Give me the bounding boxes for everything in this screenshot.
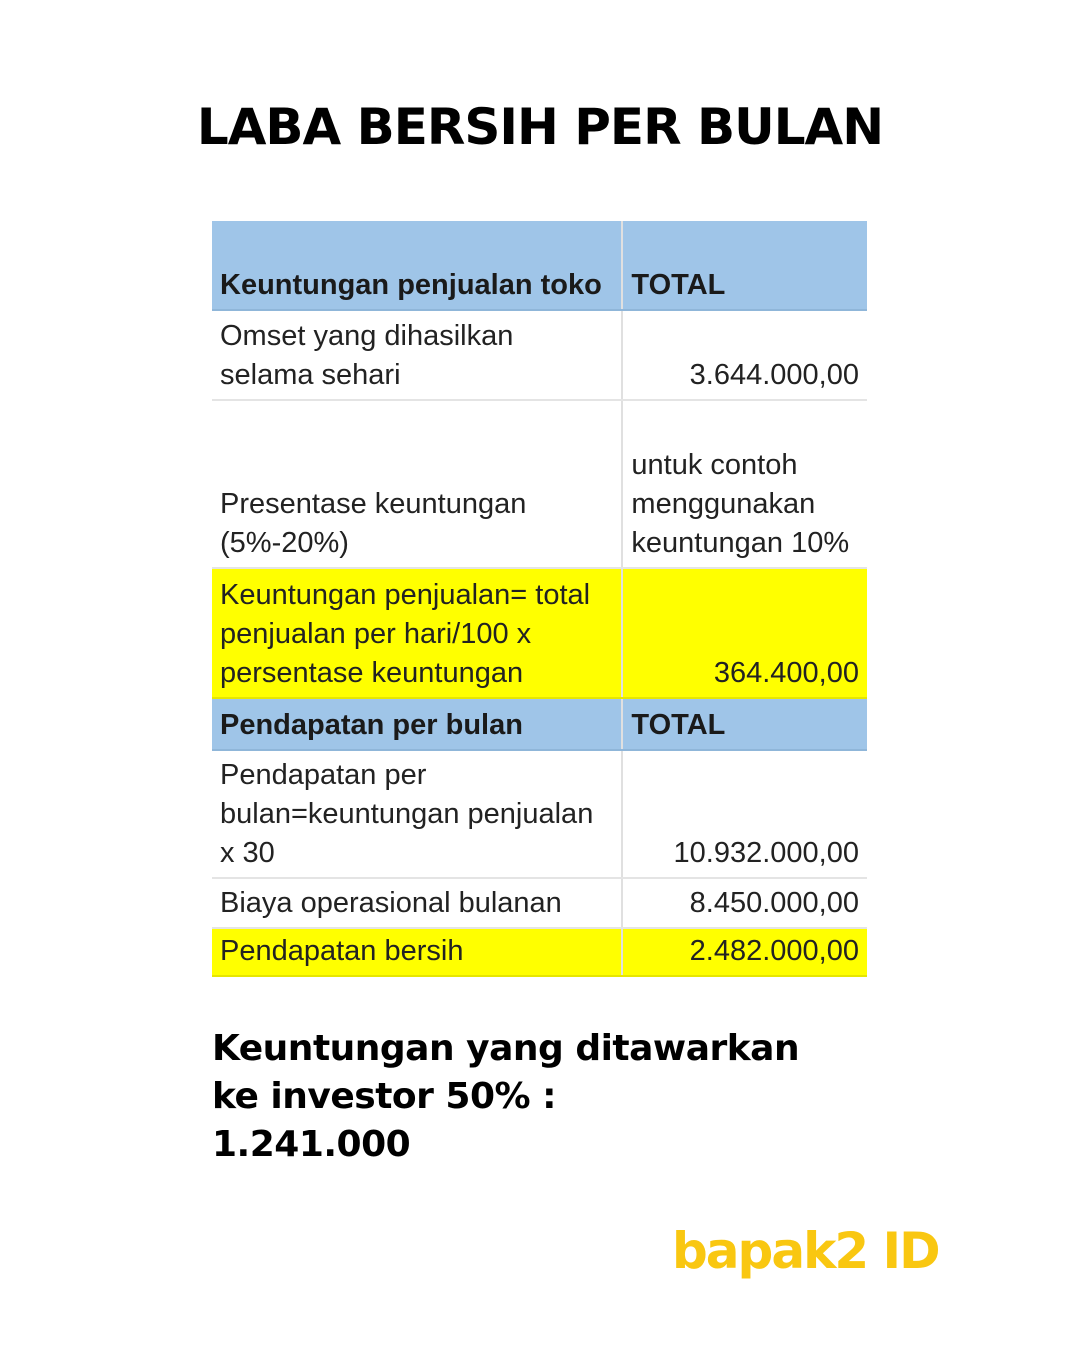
- row-label: Pendapatan bersih: [212, 928, 622, 976]
- table-row: [212, 400, 867, 568]
- table-row: [212, 310, 867, 400]
- table-row-highlight: [212, 568, 867, 698]
- section-header-keuntungan: [212, 221, 867, 310]
- row-label: Presentase keuntungan (5%-20%): [212, 400, 622, 568]
- row-value: untuk contoh menggunakan keuntungan 10%: [622, 400, 867, 568]
- row-value: 364.400,00: [622, 568, 867, 698]
- row-label: Keuntungan penjualan= total penjualan per hari/100 x persentase keuntungan: [212, 568, 622, 698]
- row-label: Biaya operasional bulanan: [212, 878, 622, 928]
- header-total: TOTAL: [622, 698, 867, 750]
- table-row-highlight: [212, 928, 867, 976]
- table-row: [212, 750, 867, 878]
- header-label: Keuntungan penjualan toko: [212, 221, 622, 310]
- row-value: 2.482.000,00: [622, 928, 867, 976]
- brand-logo: bapak2 ID: [672, 1222, 939, 1280]
- row-value: 3.644.000,00: [622, 310, 867, 400]
- note-amount: 1.241.000: [212, 1124, 411, 1165]
- section-header-pendapatan: [212, 698, 867, 750]
- row-label: Pendapatan per bulan=keuntungan penjualan x 30: [212, 750, 622, 878]
- row-value: 8.450.000,00: [622, 878, 867, 928]
- row-label: Omset yang dihasilkan selama sehari: [212, 310, 622, 400]
- page-title: LABA BERSIH PER BULAN: [196, 98, 884, 156]
- header-label: Pendapatan per bulan: [212, 698, 622, 750]
- profit-table: [212, 221, 867, 977]
- investor-note: [212, 1025, 799, 1169]
- table-row: [212, 878, 867, 928]
- note-line: ke investor 50% :: [212, 1076, 557, 1117]
- row-value: 10.932.000,00: [622, 750, 867, 878]
- note-line: Keuntungan yang ditawarkan: [212, 1028, 800, 1069]
- header-total: TOTAL: [622, 221, 867, 310]
